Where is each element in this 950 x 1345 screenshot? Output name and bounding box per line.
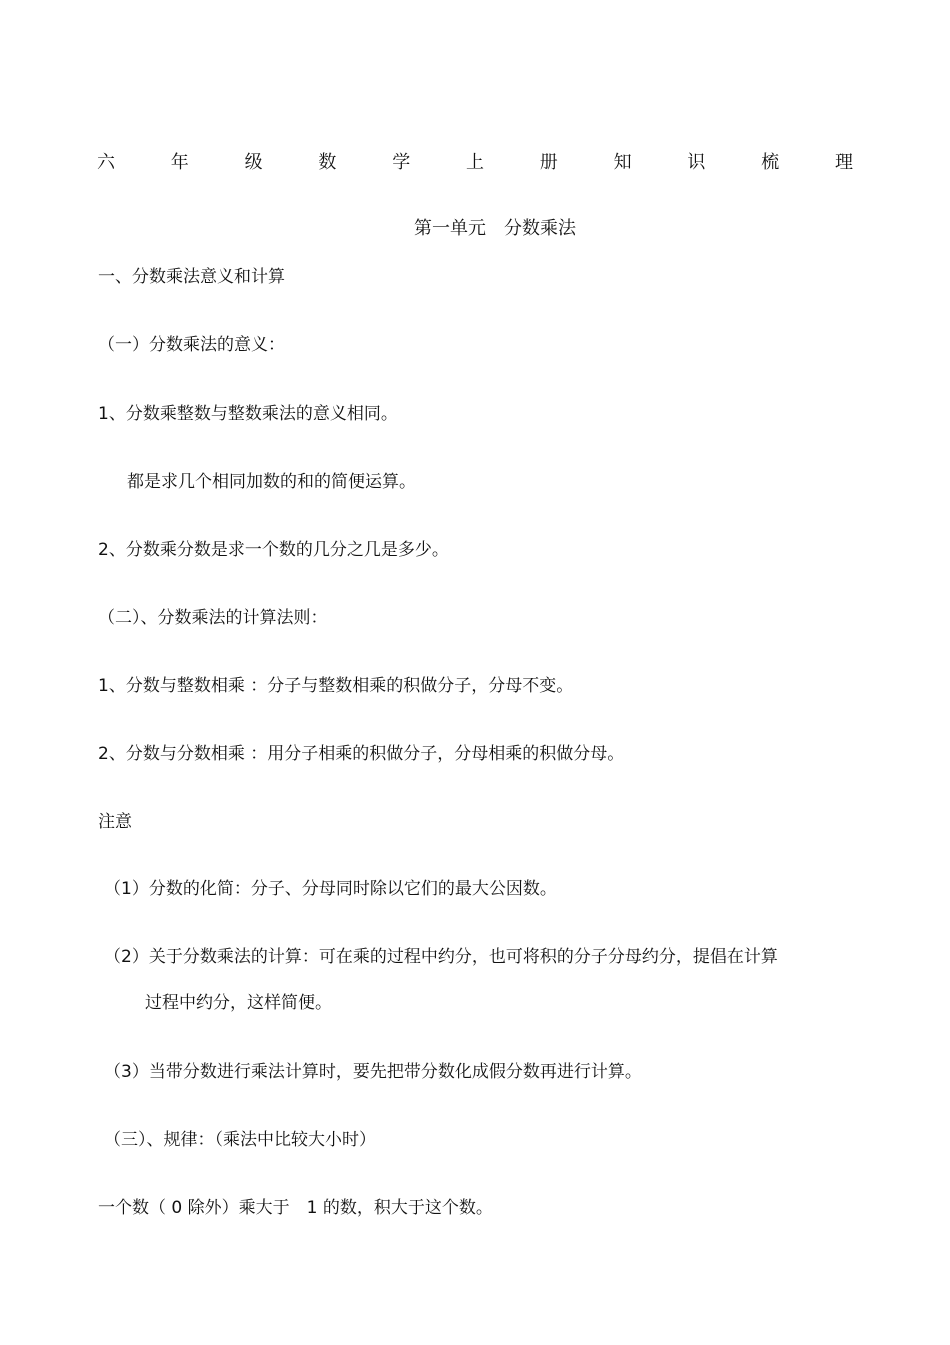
note-heading: 注意 xyxy=(98,812,132,832)
title-char: 识 xyxy=(687,152,706,173)
title-char: 级 xyxy=(244,152,263,173)
title-char: 梳 xyxy=(761,152,780,173)
title-char: 上 xyxy=(465,152,484,173)
title-char: 册 xyxy=(539,152,558,173)
unit-title: 第一单元 分数乘法 xyxy=(414,218,576,239)
note-item-continuation: 过程中约分，这样简便。 xyxy=(145,993,332,1013)
title-char: 年 xyxy=(170,152,189,173)
paragraph-line: 1、分数与整数相乘 ：分子与整数相乘的积做分子，分母不变。 xyxy=(98,676,574,696)
subsection-heading: （一）分数乘法的意义： xyxy=(98,335,285,355)
title-char: 知 xyxy=(613,152,632,173)
paragraph-line: 都是求几个相同加数的和的简便运算。 xyxy=(127,472,416,492)
note-item: （3）当带分数进行乘法计算时，要先把带分数化成假分数再进行计算。 xyxy=(104,1062,642,1082)
title-char: 数 xyxy=(318,152,337,173)
paragraph-line: 一个数（ 0 除外）乘大于 1 的数，积大于这个数。 xyxy=(98,1198,493,1218)
document-title xyxy=(97,148,853,174)
note-item: （2）关于分数乘法的计算：可在乘的过程中约分，也可将积的分子分母约分，提倡在计算 xyxy=(104,947,778,967)
paragraph-line: 2、分数乘分数是求一个数的几分之几是多少。 xyxy=(98,540,449,560)
subsection-heading: （二）、分数乘法的计算法则： xyxy=(98,608,328,628)
note-item: （1）分数的化简：分子、分母同时除以它们的最大公因数。 xyxy=(104,879,557,899)
subsection-heading: （三）、规律：（乘法中比较大小时） xyxy=(104,1130,376,1150)
title-char: 六 xyxy=(97,152,115,173)
title-char: 理 xyxy=(834,152,853,173)
paragraph-line: 2、分数与分数相乘 ：用分子相乘的积做分子，分母相乘的积做分母。 xyxy=(98,744,625,764)
title-char: 学 xyxy=(392,152,411,173)
section-heading: 一、分数乘法意义和计算 xyxy=(98,267,285,287)
paragraph-line: 1、分数乘整数与整数乘法的意义相同。 xyxy=(98,404,398,424)
